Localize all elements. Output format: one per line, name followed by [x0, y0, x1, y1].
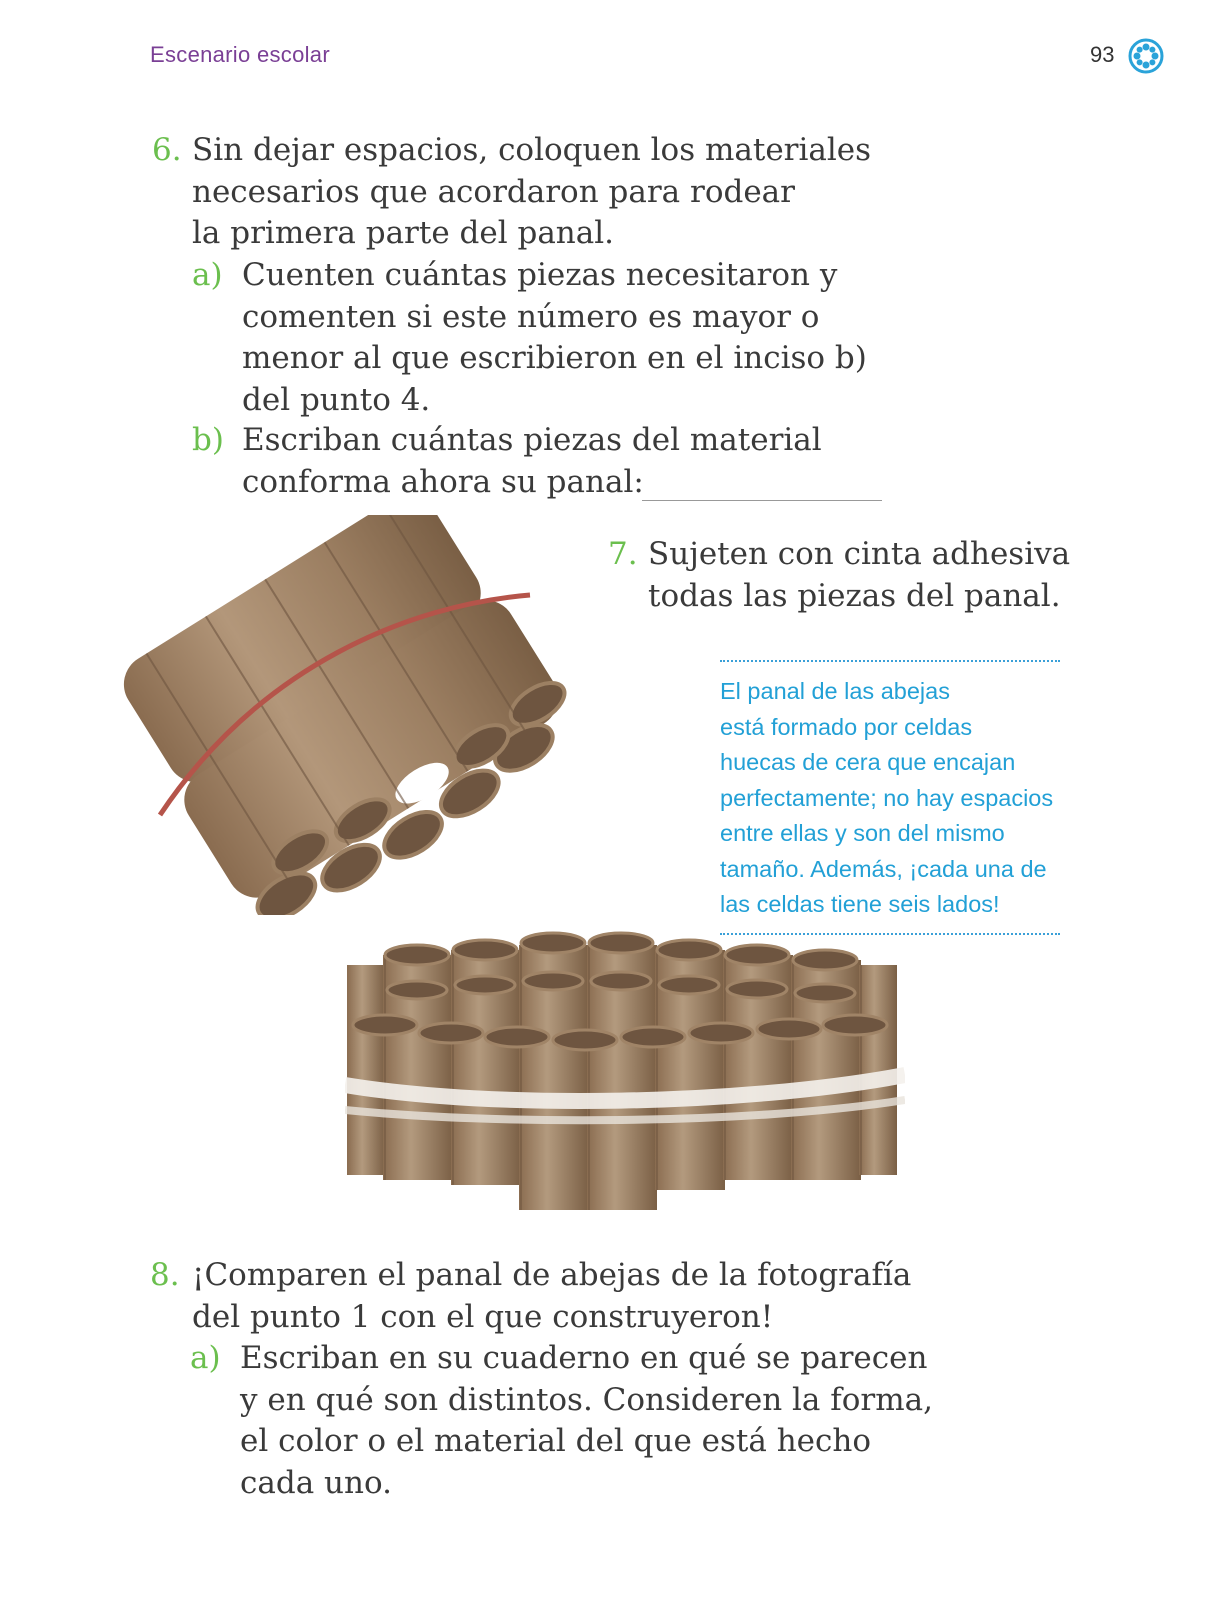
tube-ring-illustration: [110, 515, 590, 915]
question-text: Sin dejar espacios, coloquen los materiales: [192, 132, 872, 168]
note-line: El panal de las abejas: [720, 678, 950, 704]
subquestion-text: y en qué son distintos. Consideren la forma,: [240, 1381, 933, 1418]
subquestion-text: el color o el material del que está hecho: [240, 1423, 872, 1459]
subquestion-text: cada uno.: [240, 1464, 392, 1501]
subquestion-text: comenten si este número es mayor o: [242, 298, 820, 335]
subquestion-label: b): [192, 422, 224, 458]
question-text: la primera parte del panal.: [192, 215, 615, 251]
question-number: 7.: [608, 536, 638, 572]
section-title: Escenario escolar: [150, 42, 330, 67]
note-line: está formado por celdas: [720, 713, 973, 740]
question-text: del punto 1 con el que construyeron!: [192, 1298, 774, 1335]
answer-blank-line[interactable]: [642, 500, 882, 501]
note-line: tamaño. Además, ¡cada una de: [720, 855, 1047, 882]
note-line: huecas de cera que encajan: [720, 749, 1016, 775]
question-text: necesarios que acordaron para rodear: [192, 173, 795, 210]
subquestion-text: Cuenten cuántas piezas necesitaron y: [242, 257, 838, 293]
subquestion-text: Escriban cuántas piezas del material: [242, 422, 822, 458]
page-number: 93: [1090, 42, 1115, 67]
subquestion-text: conforma ahora su panal:: [242, 463, 644, 500]
note-line: perfectamente; no hay espacios: [720, 784, 1054, 811]
note-line: las celdas tiene seis lados!: [720, 891, 1000, 917]
subquestion-text: del punto 4.: [242, 381, 431, 418]
note-line: entre ellas y son del mismo: [720, 820, 1005, 846]
question-number: 8.: [150, 1257, 180, 1293]
info-note: [720, 660, 1060, 935]
question-number: 6.: [152, 132, 182, 168]
flower-emblem-icon: [1128, 38, 1164, 74]
question-text: todas las piezas del panal.: [648, 577, 1061, 614]
question-text: ¡Comparen el panal de abejas de la fotografía: [192, 1257, 912, 1293]
subquestion-text: Escriban en su cuaderno en qué se parecen: [240, 1340, 928, 1376]
question-text: Sujeten con cinta adhesiva: [648, 536, 1071, 572]
tube-honeycomb-illustration: [345, 925, 905, 1225]
subquestion-label: a): [192, 257, 223, 293]
subquestion-label: a): [190, 1340, 221, 1376]
subquestion-text: menor al que escribieron en el inciso b): [242, 340, 867, 376]
